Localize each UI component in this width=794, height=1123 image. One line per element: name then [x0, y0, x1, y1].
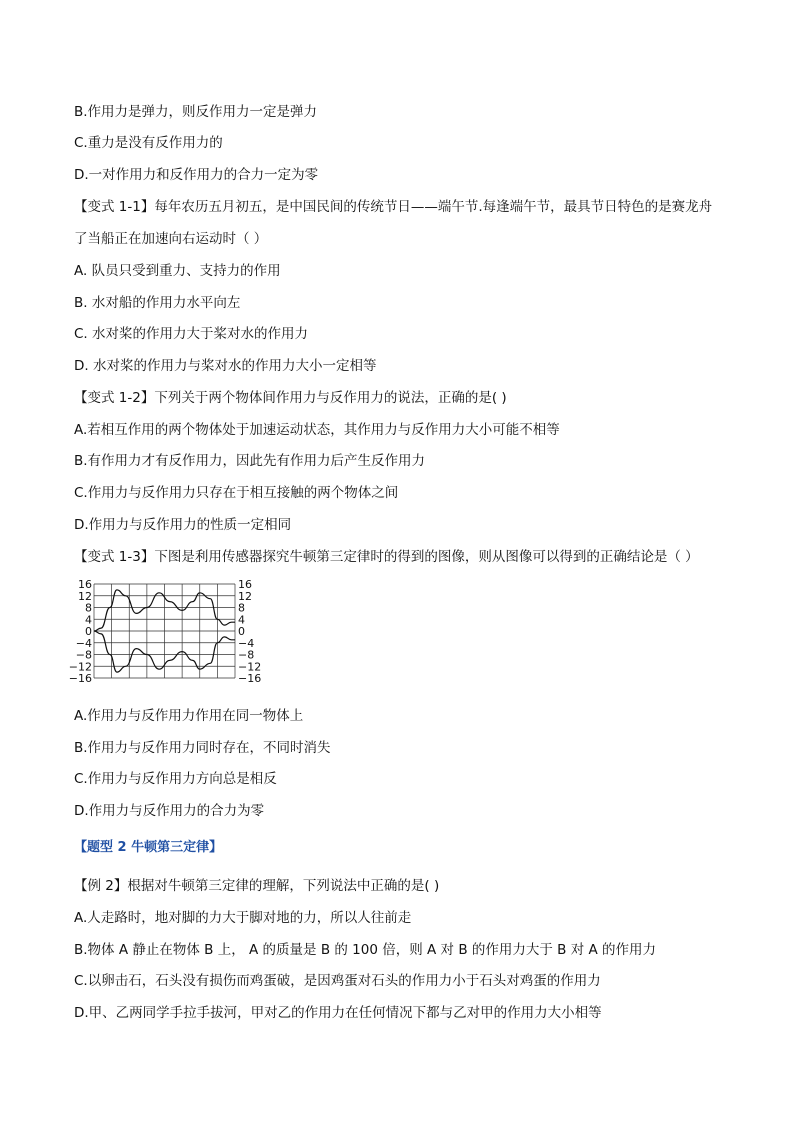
y-tick-label-left: 0: [85, 625, 92, 638]
variant-1-1-option-c: C. 水对桨的作用力大于桨对水的作用力: [74, 326, 309, 342]
y-tick-label-left: 4: [85, 613, 92, 627]
y-tick-label-right: 12: [238, 589, 252, 603]
variant-1-2-stem: 【变式 1-2】下列关于两个物体间作用力与反作用力的说法，正确的是( ): [74, 390, 507, 406]
variant-1-2-option-a: A.若相互作用的两个物体处于加速运动状态，其作用力与反作用力大小可能不相等: [74, 422, 560, 438]
variant-1-3-option-c: C.作用力与反作用力方向总是相反: [74, 771, 277, 787]
y-tick-label-left: 12: [78, 589, 92, 603]
variant-1-2-option-b: B.有作用力才有反作用力，因此先有作用力后产生反作用力: [74, 453, 426, 469]
example-2-option-d: D.甲、乙两同学手拉手拔河，甲对乙的作用力在任何情况下都与乙对甲的作用力大小相等: [74, 1005, 602, 1021]
example-2-option-b: B.物体 A 静止在物体 B 上， A 的质量是 B 的 100 倍，则 A 对 B 的作用力大于 B 对 A 的作用力: [74, 942, 657, 958]
y-tick-label-right: 0: [238, 625, 245, 638]
y-tick-label-left: −16: [68, 672, 92, 685]
y-tick-label-left: 16: [78, 578, 92, 591]
variant-1-3-option-d: D.作用力与反作用力的合力为零: [74, 803, 265, 819]
y-tick-label-left: −4: [75, 636, 92, 650]
example-2-stem: 【例 2】根据对牛顿第三定律的理解，下列说法中正确的是( ): [74, 878, 440, 894]
variant-1-1-option-a: A. 队员只受到重力、支持力的作用: [74, 263, 281, 279]
y-tick-label-left: −12: [68, 660, 92, 674]
y-tick-label-right: 4: [238, 613, 245, 627]
variant-1-3-stem: 【变式 1-3】下图是利用传感器探究牛顿第三定律时的得到的图像，则从图像可以得到的正确结论是（ ）: [74, 549, 699, 565]
variant-1-2-option-d: D.作用力与反作用力的性质一定相同: [74, 517, 292, 533]
y-tick-label-right: 8: [238, 601, 245, 615]
sensor-force-chart: [68, 578, 262, 685]
y-axis-labels-right: [238, 578, 261, 685]
y-tick-label-right: −4: [238, 636, 255, 650]
example-2-option-c: C.以卵击石，石头没有损伤而鸡蛋破，是因鸡蛋对石头的作用力小于石头对鸡蛋的作用力: [74, 973, 601, 989]
example-2-option-a: A.人走路时，地对脚的力大于脚对地的力，所以人往前走: [74, 910, 412, 926]
variant-1-3-option-b: B.作用力与反作用力同时存在，不同时消失: [74, 740, 331, 756]
y-tick-label-left: −8: [75, 648, 92, 662]
y-axis-labels-left: [69, 578, 92, 685]
y-tick-label-right: −16: [238, 672, 262, 685]
q1-option-b: B.作用力是弹力，则反作用力一定是弹力: [74, 104, 318, 120]
variant-1-1-stem-line2: 了当船正在加速向右运动时（ ）: [74, 231, 268, 247]
variant-1-1-option-d: D. 水对桨的作用力与桨对水的作用力大小一定相等: [74, 358, 377, 374]
section-2-title: 【题型 2 牛顿第三定律】: [74, 840, 223, 855]
q1-option-d: D.一对作用力和反作用力的合力一定为零: [74, 167, 319, 183]
variant-1-2-option-c: C.作用力与反作用力只存在于相互接触的两个物体之间: [74, 485, 399, 501]
variant-1-1-option-b: B. 水对船的作用力水平向左: [74, 295, 241, 311]
y-tick-label-right: −8: [238, 648, 255, 662]
y-tick-label-right: −12: [238, 660, 262, 674]
y-tick-label-left: 8: [85, 601, 92, 615]
variant-1-3-option-a: A.作用力与反作用力作用在同一物体上: [74, 708, 304, 724]
q1-option-c: C.重力是没有反作用力的: [74, 135, 223, 151]
variant-1-1-stem-line1: 【变式 1-1】每年农历五月初五，是中国民间的传统节日——端午节.每逢端午节，最具节日特色的是赛龙舟: [74, 199, 713, 215]
y-tick-label-right: 16: [238, 578, 252, 591]
